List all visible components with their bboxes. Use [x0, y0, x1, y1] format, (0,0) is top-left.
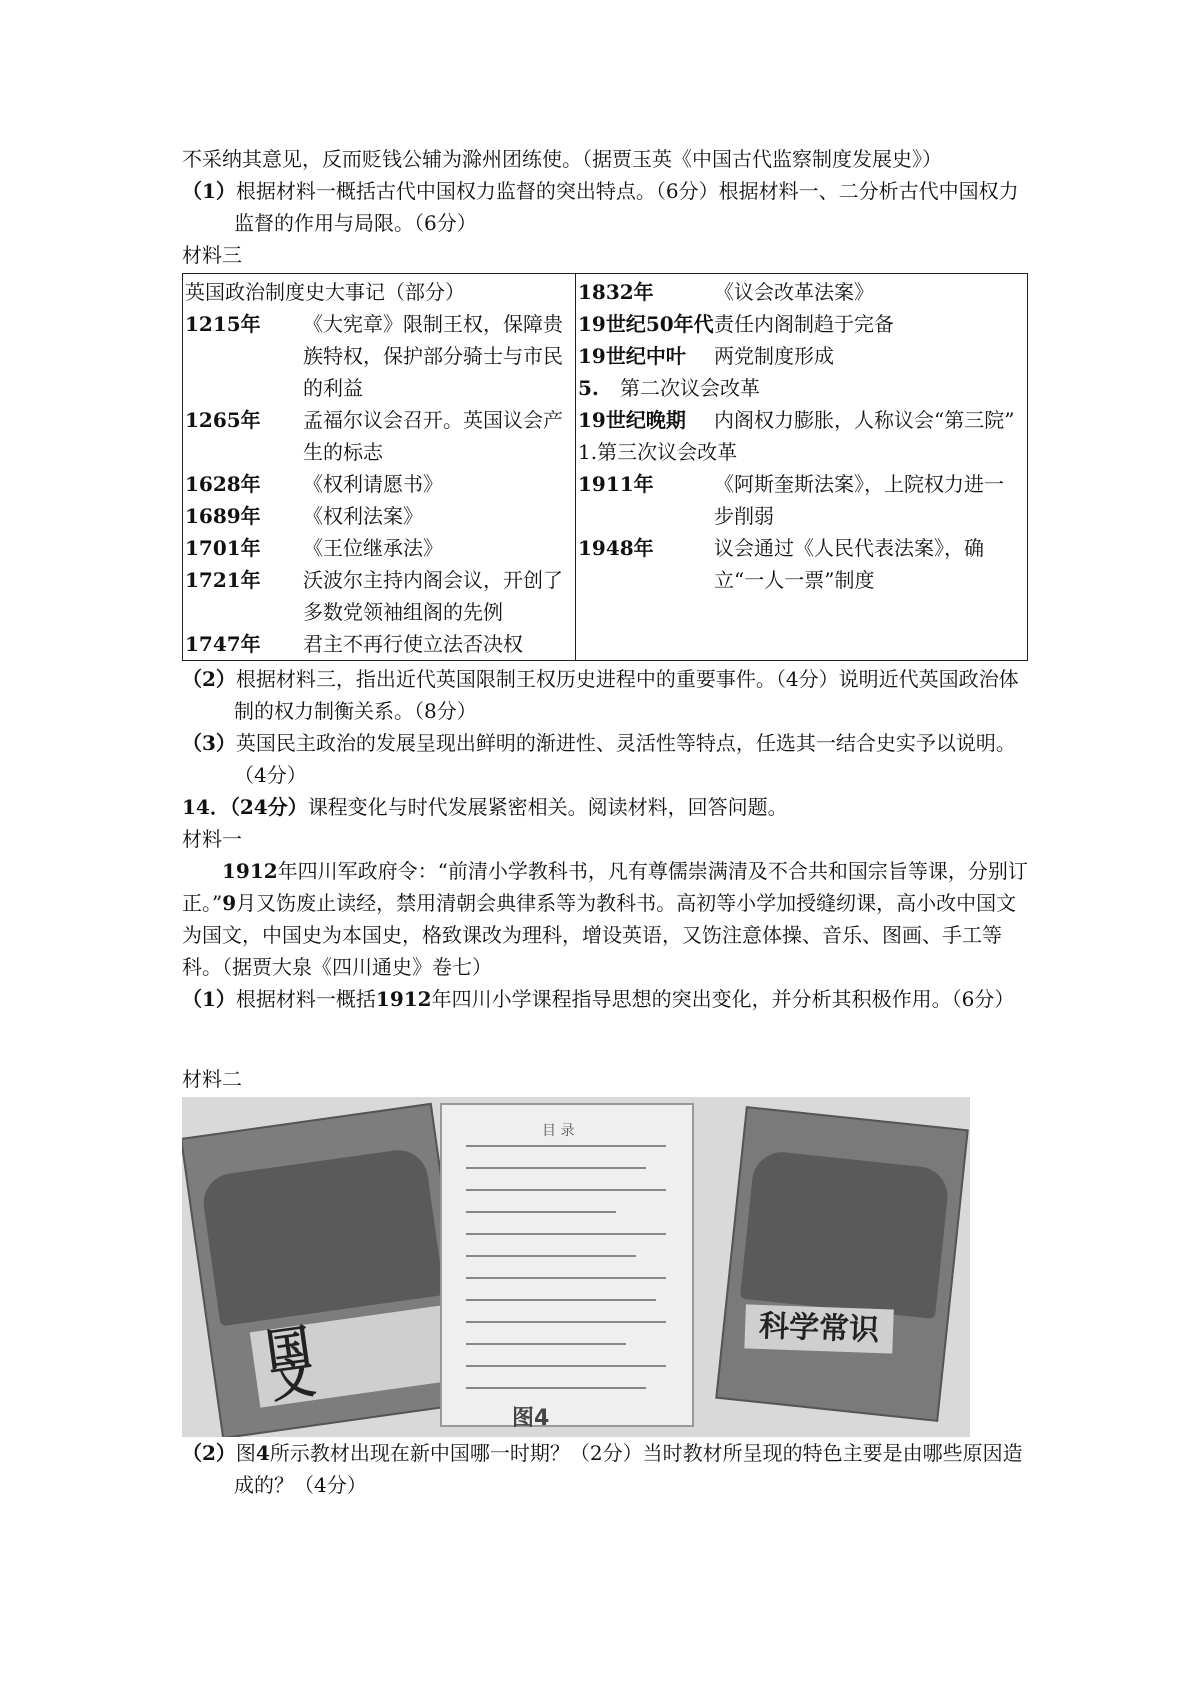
- question-2-number: （2）: [182, 667, 236, 691]
- contents-line: [466, 1277, 666, 1279]
- event-row: 1215年 《大宪章》限制王权，保障贵族特权，保护部分骑士与市民的利益: [185, 312, 563, 400]
- event-row: 1832年 《议会改革法案》: [578, 280, 874, 304]
- event-row: 1721年 沃波尔主持内阁会议，开创了多数党领袖组阁的先例: [185, 568, 563, 624]
- contents-line: [466, 1233, 666, 1235]
- event-row: 1701年 《王位继承法》: [185, 536, 443, 560]
- event-row: 1948年 议会通过《人民代表法案》，确立“一人一票”制度: [578, 536, 984, 592]
- spacer: [182, 1015, 1032, 1063]
- textbook-figure: [182, 1097, 970, 1437]
- intro-end-line: 不采纳其意见，反而贬钱公辅为滁州团练使。（据贾玉英《中国古代监察制度发展史》）: [182, 147, 942, 171]
- textbook-science-title: 科学常识: [744, 1304, 893, 1353]
- contents-line: [466, 1255, 636, 1257]
- question-14-score: （24分）: [229, 795, 308, 819]
- cover-illustration: [200, 1146, 445, 1326]
- question-1: [182, 175, 1032, 239]
- textbook-science: [715, 1106, 969, 1422]
- material-1-label: 材料一: [182, 827, 242, 851]
- question-14: [182, 791, 1032, 823]
- contents-line: [466, 1145, 666, 1147]
- event-row: 19世纪50年代 责任内阁制趋于完备: [578, 312, 894, 336]
- event-row: 1265年 孟福尔议会召开。英国议会产生的标志: [185, 408, 563, 464]
- contents-line: [466, 1189, 666, 1191]
- question-14-2: （2）图4所示教材出现在新中国哪一时期？（2分）当时教材所呈现的特色主要是由哪些原因造成的？（4分）: [182, 1441, 1023, 1497]
- question-3-text: 英国民主政治的发展呈现出鲜明的渐进性、灵活性等特点，任选其一结合史实予以说明。（4分）: [234, 731, 1016, 787]
- contents-line: [466, 1387, 646, 1389]
- contents-line: [466, 1343, 626, 1345]
- question-1-text: 根据材料一概括古代中国权力监督的突出特点。（6分）根据材料一、二分析古代中国权力监督的作用与局限。（6分）: [234, 179, 1019, 235]
- uk-events-table: [182, 273, 1028, 661]
- contents-title: 目 录: [542, 1123, 575, 1139]
- question-3-number: （3）: [182, 731, 236, 755]
- question-2-text: 根据材料三，指出近代英国限制王权历史进程中的重要事件。（4分）说明近代英国政治体制的权力制衡关系。（8分）: [234, 667, 1019, 723]
- event-row: 1.第三次议会改革: [578, 440, 738, 464]
- events-right-column: [576, 274, 1028, 661]
- event-row: 1628年 《权利请愿书》: [185, 472, 443, 496]
- contents-line: [466, 1299, 656, 1301]
- question-1-number: （1）: [182, 179, 236, 203]
- event-row: 1911年 《阿斯奎斯法案》，上院权力进一步削弱: [578, 472, 1004, 528]
- event-row: 19世纪中叶 两党制度形成: [578, 344, 834, 368]
- contents-line: [466, 1365, 666, 1367]
- events-table-header: 英国政治制度史大事记（部分）: [185, 280, 465, 304]
- question-14-number: 14．: [182, 795, 230, 819]
- material-2-label: 材料二: [182, 1067, 242, 1091]
- event-row: 19世纪晚期 内阁权力膨胀，人称议会“第三院”: [578, 408, 1015, 432]
- question-14-2-number: （2）: [182, 1441, 236, 1465]
- textbook-chinese: [182, 1103, 474, 1437]
- question-14-1-number: （1）: [182, 987, 236, 1011]
- question-14-1: （1）根据材料一概括1912年四川小学课程指导思想的突出变化，并分析其积极作用。（6分）: [182, 987, 1015, 1011]
- figure-caption: 图4: [512, 1406, 550, 1431]
- event-row: 5. 第二次议会改革: [578, 376, 760, 400]
- textbook-chinese-title: 国 文: [250, 1303, 469, 1407]
- contents-line: [466, 1167, 646, 1169]
- exam-page: [182, 143, 1032, 1501]
- events-left-column: [183, 274, 576, 661]
- question-14-text: 课程变化与时代发展紧密相关。阅读材料，回答问题。: [307, 795, 788, 819]
- material-1-text: 1912年四川军政府令：“前清小学教科书，凡有尊儒崇满清及不合共和国宗旨等课，分别订正。”9月又饬废止读经，禁用清朝会典律系等为教科书。高初等小学加授缝纫课，高小改中国文为国文，中国史为本国史，格致课改为理科，增设英语，又饬注意体操、音乐、图画、手工等科。（据贾大泉《四川通史》卷七）: [182, 859, 1028, 979]
- contents-line: [466, 1321, 666, 1323]
- question-2: [182, 663, 1032, 727]
- contents-line: [466, 1211, 616, 1213]
- question-3: [182, 727, 1032, 791]
- material-3-label: 材料三: [182, 243, 242, 267]
- event-row: 1747年 君主不再行使立法否决权: [185, 632, 523, 656]
- textbook-contents-page: [440, 1103, 694, 1427]
- cover-illustration: [740, 1149, 951, 1319]
- event-row: 1689年 《权利法案》: [185, 504, 423, 528]
